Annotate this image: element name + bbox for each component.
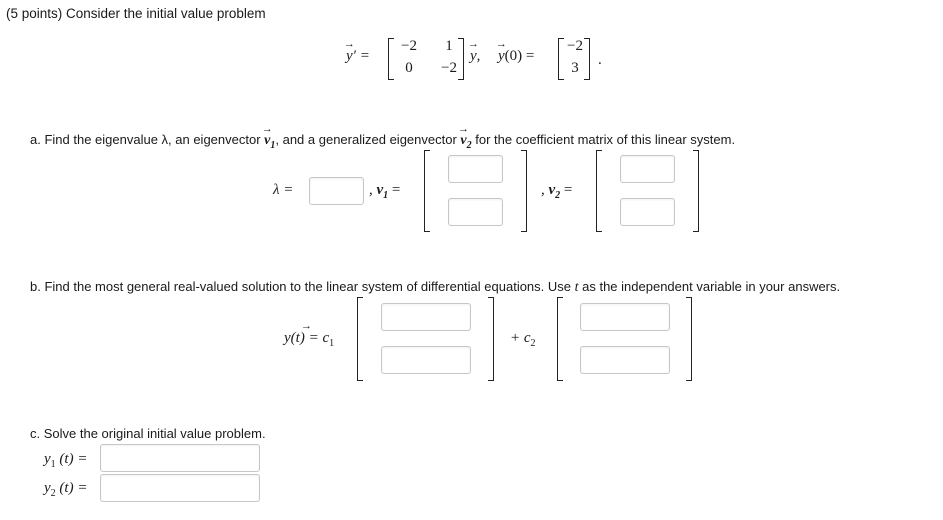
v1-left-bracket	[424, 150, 430, 232]
v1-label: , $v_1$ =	[369, 182, 401, 201]
part-a-q-mid: , and a generalized eigenvector	[275, 132, 461, 147]
matrix-a12: 1	[445, 38, 453, 54]
ic-value-2: 3	[571, 60, 579, 76]
ode-equation	[343, 36, 606, 84]
v1-input-1[interactable]	[448, 155, 503, 183]
y-vector-label: y → ,	[467, 38, 481, 64]
problem-header: (5 points) Consider the initial value problem	[6, 6, 266, 21]
matrix-a11: −2	[401, 38, 417, 54]
sol-vec2-left-bracket	[557, 297, 563, 381]
part-a-q-v2: v → $_2$	[458, 123, 472, 151]
y1-label: $y_1$ (t) =	[44, 451, 88, 470]
ic-value-1: −2	[567, 38, 583, 54]
sol-vec2-input-1[interactable]	[580, 303, 670, 331]
y1-input[interactable]	[100, 444, 260, 472]
part-b-q-t: t	[574, 280, 579, 295]
matrix-a21: 0	[405, 60, 413, 76]
sol-vec1-left-bracket	[357, 297, 363, 381]
sol-vec1-right-bracket	[488, 297, 494, 381]
y2-label: $y_2$ (t) =	[44, 480, 88, 499]
part-a-q-pre: a. Find the eigenvalue λ, an eigenvector	[30, 132, 265, 147]
plus-c2-label: + $c_2$	[510, 330, 536, 349]
matrix-right-bracket	[458, 38, 464, 80]
lambda-input[interactable]	[309, 177, 364, 205]
part-b-question	[30, 279, 840, 296]
ic-right-bracket	[584, 38, 590, 80]
matrix-a22: −2	[441, 60, 457, 76]
part-a-q-v1: v → $_1$	[261, 123, 276, 151]
matrix-left-bracket	[388, 38, 394, 80]
sol-vec2-input-2[interactable]	[580, 346, 670, 374]
part-b-q-pre: b. Find the most general real-valued solution to the linear system of differential equations. Use	[30, 279, 575, 294]
v1-right-bracket	[521, 150, 527, 232]
lambda-label: λ =	[273, 182, 294, 198]
v2-left-bracket	[596, 150, 602, 232]
general-solution-lhs: y(t) = c → $_1$	[284, 320, 335, 349]
sol-vec1-input-2[interactable]	[381, 346, 471, 374]
yprime-label: y → ′ =	[343, 38, 370, 64]
part-a-q-post: for the coefficient matrix of this linear system.	[471, 132, 736, 147]
initial-condition-label: y → (0) =	[495, 38, 535, 64]
sol-vec1-input-1[interactable]	[381, 303, 471, 331]
part-a-question	[30, 123, 736, 151]
v2-label: , $v_2$ =	[541, 182, 573, 201]
part-b-q-post: as the independent variable in your answers.	[578, 279, 841, 294]
v2-input-2[interactable]	[620, 198, 675, 226]
v2-input-1[interactable]	[620, 155, 675, 183]
sol-vec2-right-bracket	[686, 297, 692, 381]
part-c-question: c. Solve the original initial value problem.	[30, 426, 266, 441]
v2-right-bracket	[693, 150, 699, 232]
v1-input-2[interactable]	[448, 198, 503, 226]
y2-input[interactable]	[100, 474, 260, 502]
equation-period: .	[598, 52, 602, 68]
